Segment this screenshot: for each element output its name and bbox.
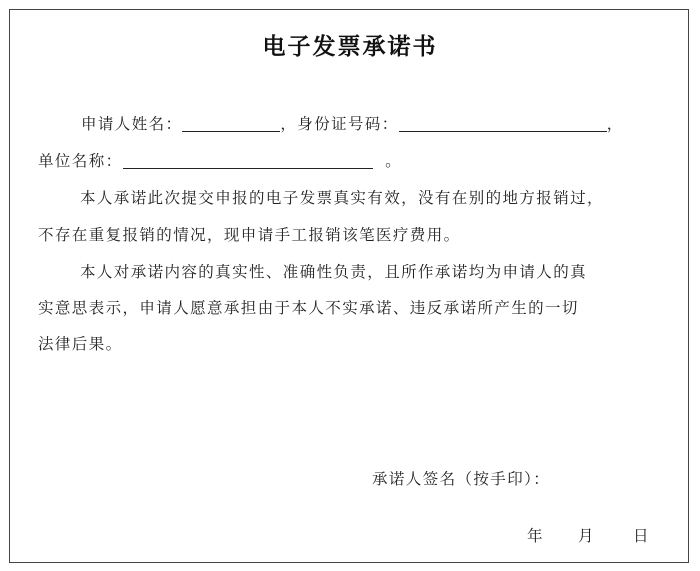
applicant-row: [81, 114, 624, 134]
unit-end-punct: 。: [385, 152, 403, 170]
unit-label: 单位名称：: [38, 152, 123, 170]
unit-row: [38, 151, 402, 171]
paragraph1-line1: 本人承诺此次提交申报的电子发票真实有效，没有在别的地方报销过，: [80, 189, 604, 207]
id-end-punct: ，: [606, 115, 624, 133]
paragraph2-line1: 本人对承诺内容的真实性、准确性负责，且所作承诺均为申请人的真: [80, 263, 588, 281]
id-label: ，身份证号码：: [280, 115, 399, 133]
paragraph2-line2: 实意思表示，申请人愿意承担由于本人不实承诺、违反承诺所产生的一切: [38, 299, 579, 317]
date-day: 日: [633, 527, 649, 545]
document-border: [9, 9, 689, 563]
paragraph2-line3: 法律后果。: [38, 335, 123, 353]
document-title: 电子发票承诺书: [262, 33, 438, 60]
name-label: 申请人姓名：: [81, 115, 183, 133]
date-year: 年: [527, 527, 543, 545]
name-blank-field[interactable]: [182, 115, 280, 132]
date-month: 月: [578, 527, 594, 545]
id-number-blank-field[interactable]: [399, 115, 607, 132]
signature-label: 承诺人签名（按手印）：: [372, 470, 551, 488]
paragraph1-line2: 不存在重复报销的情况，现申请手工报销该笔医疗费用。: [38, 226, 461, 244]
unit-name-blank-field[interactable]: [123, 152, 373, 169]
